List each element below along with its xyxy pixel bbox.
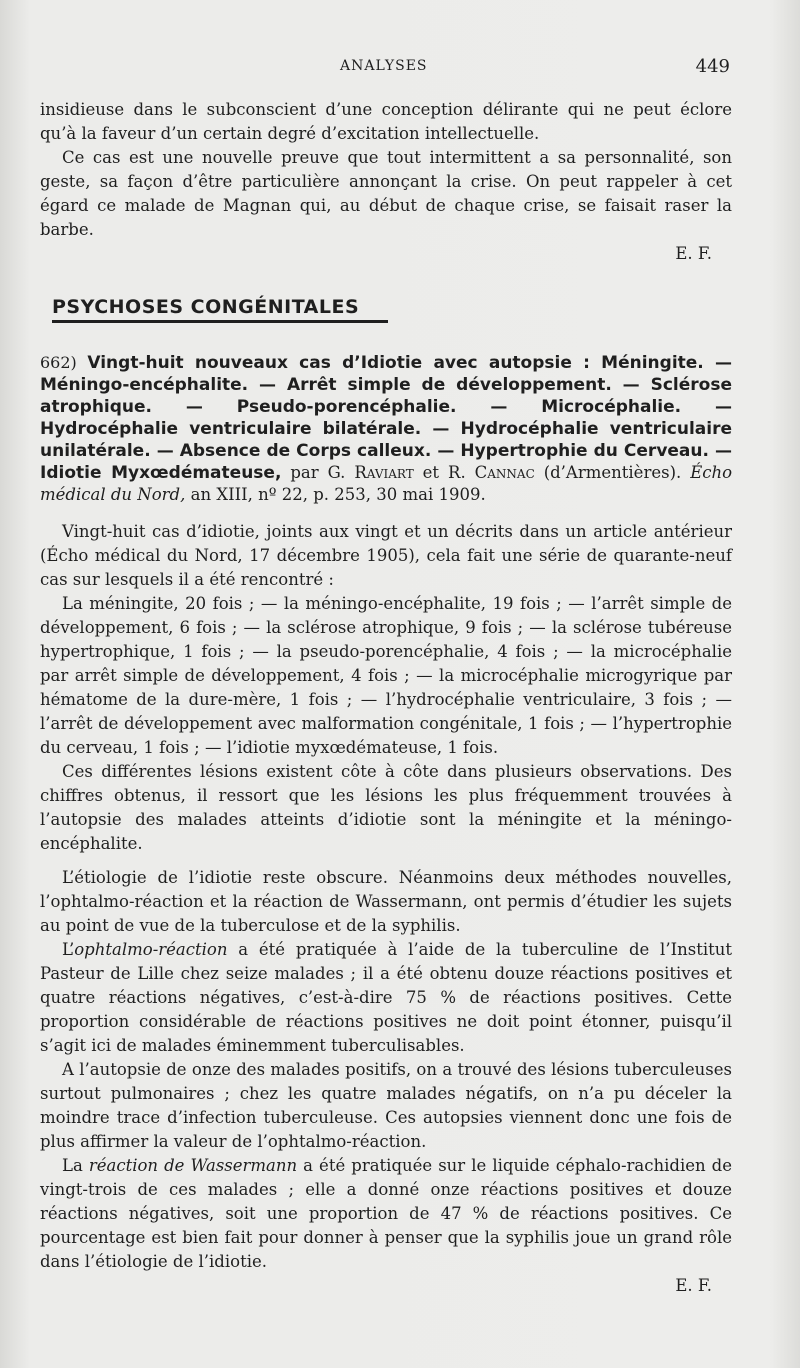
intro-paragraph: insidieuse dans le subconscient d’une conception délirante qui ne peut éclore qu’à la faveur d’un certain degré d’excitation intellectuelle. (40, 100, 732, 143)
body-paragraph: L’étiologie de l’idiotie reste obscure. Néanmoins deux méthodes nouvelles, l’ophtalmo-réaction et la réaction de Wassermann, ont permis d’étudier les sujets au point de vue de la tuberculose et de la syphilis. (40, 868, 732, 935)
section-heading: PSYCHOSES CONGÉNITALES (52, 296, 360, 318)
article-citation: an XIII, nº 22, p. 253, 30 mai 1909. (190, 485, 486, 504)
article-by: par (290, 463, 319, 482)
article-number: 662) (40, 353, 77, 372)
page-header (0, 58, 800, 82)
article-title-block (40, 352, 732, 506)
p7-lead: La (62, 1156, 89, 1175)
article-title: Vingt-huit nouveaux cas d’Idiotie avec autopsie : Méningite. — Méningo-encéphalite. — Arrêt simple de développement. — Sclérose atrophique. — Pseudo-porencéphalie. — Microcéphalie. — Hydrocéphalie ventriculaire bilatérale. — Hydrocéphalie ventriculaire unilatérale. — Absence de Corps calleux. — Hypertrophie du Cerveau. — Idiotie Myxœdémateuse, (40, 353, 733, 483)
wassermann-term: réaction de Wassermann (88, 1156, 298, 1175)
article-body (40, 520, 732, 1298)
ophtalmo-reaction-term: ophtalmo-réaction (74, 940, 228, 959)
p5-rest: a été pratiquée à l’aide de la tuberculine de l’Institut Pasteur de Lille chez seize malades ; il a été obtenu douze réactions positives et quatre réactions négatives, c’est-à-dire 75 % de réactions positives. Cette proportion considérable de réactions positives ne doit point étonner, puisqu’il s’agit ici de malades éminemment tuberculisables. (40, 940, 732, 1055)
body-paragraph (40, 938, 732, 1058)
article-signature: E. F. (675, 1276, 712, 1295)
page-number: 449 (695, 56, 730, 77)
article-author-1: G. Raviart (327, 463, 414, 482)
section-heading-rule (52, 320, 388, 323)
article-and: et (422, 463, 440, 482)
running-title: ANALYSES (340, 58, 428, 74)
article-affiliation: (d’Armentières). (543, 463, 682, 482)
body-paragraph: Vingt-huit cas d’idiotie, joints aux vingt et un décrits dans un article antérieur (Écho médical du Nord, 17 décembre 1905), cela fait une série de quarante-neuf cas sur lesquels il a été rencontré : (40, 522, 732, 589)
body-paragraph: A l’autopsie de onze des malades positifs, on a trouvé des lésions tuberculeuses surtout pulmonaires ; chez les quatre malades négatifs, on n’a pu déceler la moindre trace d’infection tuberculeuse. Ces autopsies viennent donc une fois de plus affirmer la valeur de l’ophtalmo-réaction. (40, 1060, 732, 1151)
article-author-2: R. Cannac (448, 463, 535, 482)
intro-paragraph: Ce cas est une nouvelle preuve que tout intermittent a sa personnalité, son geste, sa façon d’être particulière annonçant la crise. On peut rappeler à cet égard ce malade de Magnan qui, au début de chaque crise, se faisait raser la barbe. (40, 148, 732, 239)
p7-rest: a été pratiquée sur le liquide céphalo-rachidien de vingt-trois de ces malades ; elle a donné onze réactions positives et douze réactions négatives, soit une proportion de 47 % de réactions positives. Ce pourcentage est bien fait pour donner à penser que la syphilis joue un grand rôle dans l’étiologie de l’idiotie. (40, 1156, 732, 1271)
body-paragraph: Ces différentes lésions existent côte à côte dans plusieurs observations. Des chiffres obtenus, il ressort que les lésions les plus fréquemment trouvées à l’autopsie des malades atteints d’idiotie sont la méningite et la méningo-encéphalite. (40, 762, 732, 853)
article-journal: Écho médical du Nord, (40, 463, 733, 504)
p5-lead: L’ (62, 940, 75, 959)
body-paragraph: La méningite, 20 fois ; — la méningo-encéphalite, 19 fois ; — l’arrêt simple de développement, 6 fois ; — la sclérose atrophique, 9 fois ; — la sclérose tubéreuse hypertrophique, 1 fois ; — la pseudo-porencéphalie, 4 fois ; — la microcéphalie par arrêt simple de développement, 4 fois ; — la microcéphalie microgyrique par hématome de la dure-mère, 1 fois ; — l’hydrocéphalie ventriculaire, 3 fois ; — l’arrêt de développement avec malformation congénitale, 1 fois ; — l’hypertrophie du cerveau, 1 fois ; — l’idiotie myxœdémateuse, 1 fois. (40, 594, 732, 757)
intro-text (40, 98, 732, 266)
intro-signature: E. F. (675, 244, 712, 263)
body-paragraph (40, 1154, 732, 1274)
